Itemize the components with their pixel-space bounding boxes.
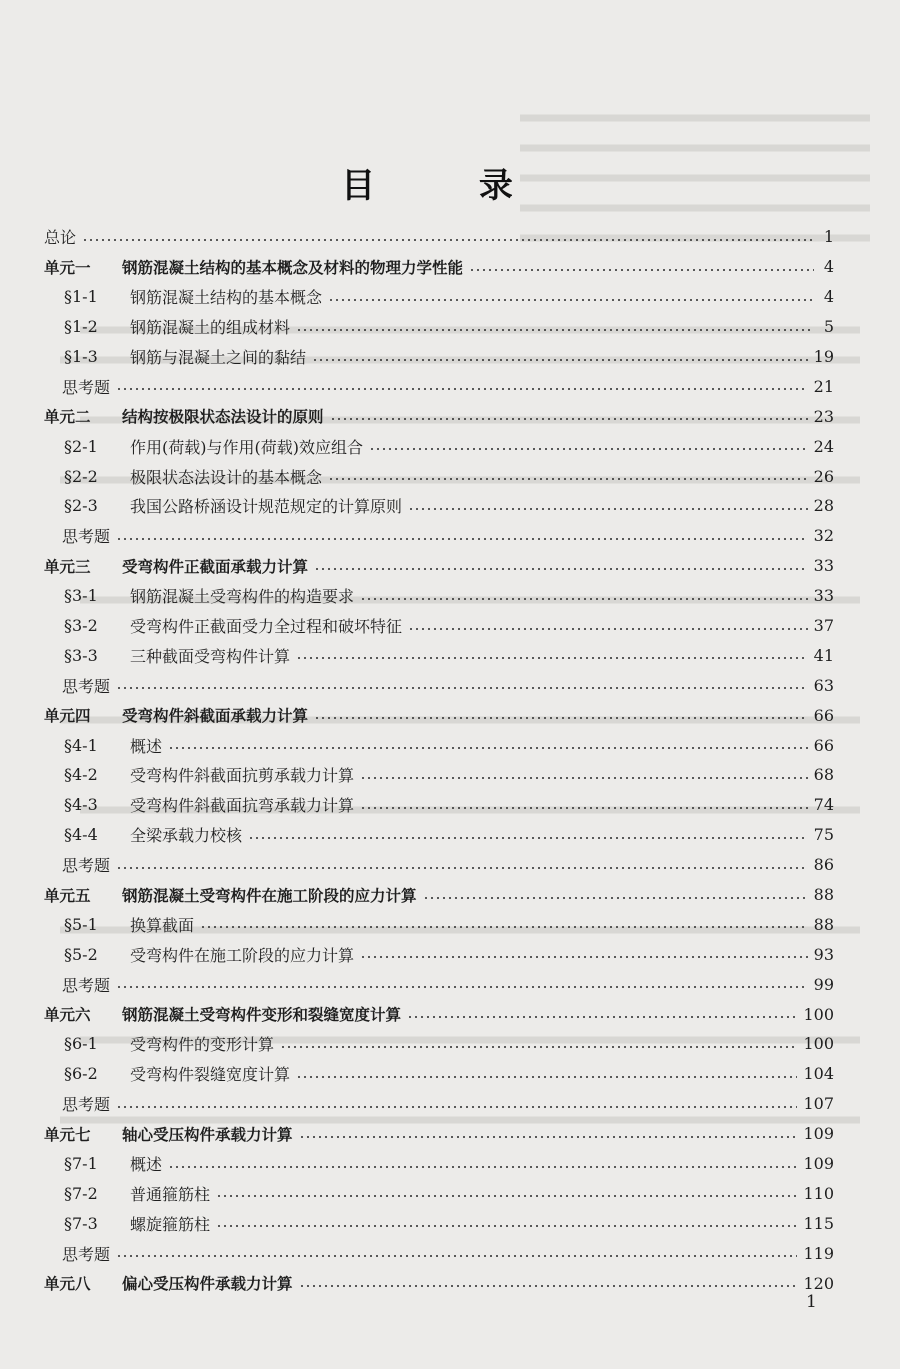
toc-entry-title: 受弯构件在施工阶段的应力计算 xyxy=(130,945,355,965)
toc-section-entry[interactable] xyxy=(44,1149,834,1179)
toc-entry-title: 总论 xyxy=(44,228,77,248)
toc-entry-title: 思考题 xyxy=(62,1095,111,1115)
toc-entry-page: 100 xyxy=(803,1004,834,1024)
dot-leader xyxy=(216,1225,797,1227)
page-title: 目 录 xyxy=(341,166,559,206)
toc-entry-number: §1-1 xyxy=(64,287,98,307)
toc-entry-page: 26 xyxy=(813,466,834,486)
toc-section-entry[interactable] xyxy=(44,820,834,850)
toc-entry-title: 思考题 xyxy=(62,975,111,995)
toc-entry-number: §7-3 xyxy=(64,1213,98,1233)
toc-section-entry[interactable] xyxy=(44,312,834,342)
toc-questions-entry[interactable] xyxy=(44,1238,834,1268)
toc-entry-title: 普通箍筋柱 xyxy=(130,1184,211,1204)
toc-entry-number: §7-1 xyxy=(64,1154,98,1174)
page-number: 1 xyxy=(806,1292,817,1312)
toc-entry-page: 100 xyxy=(803,1034,834,1054)
dot-leader xyxy=(248,837,808,839)
dot-leader xyxy=(328,478,808,480)
toc-entry-number: §4-2 xyxy=(64,765,98,785)
toc-entry-title: 钢筋混凝土受弯构件变形和裂缝宽度计算 xyxy=(122,1006,402,1025)
toc-entry-page: 93 xyxy=(813,944,834,964)
toc-entry-number: §6-1 xyxy=(64,1034,98,1054)
toc-entry-number: §1-2 xyxy=(64,317,98,337)
toc-entry-title: 极限状态法设计的基本概念 xyxy=(130,467,323,487)
toc-entry-page: 41 xyxy=(813,645,834,665)
toc-entry-page: 37 xyxy=(813,616,834,636)
dot-leader xyxy=(369,448,808,450)
toc-entry-page: 66 xyxy=(813,735,834,755)
dot-leader xyxy=(116,1255,797,1257)
toc-entry-number: §3-1 xyxy=(64,586,98,606)
toc-entry-page: 4 xyxy=(823,257,834,277)
toc-entry-page: 68 xyxy=(813,765,834,785)
dot-leader xyxy=(116,388,808,390)
toc-entry-title: 概述 xyxy=(130,1155,163,1175)
toc-entry-title: 螺旋箍筋柱 xyxy=(130,1214,211,1234)
toc-entry-page: 110 xyxy=(803,1183,834,1203)
toc-entry-title: 受弯构件斜截面承载力计算 xyxy=(122,707,309,726)
toc-unit-entry[interactable] xyxy=(44,252,834,282)
toc-entry-page: 109 xyxy=(803,1154,834,1174)
toc-unit-entry[interactable] xyxy=(44,880,834,910)
toc-section-entry[interactable] xyxy=(44,909,834,939)
toc-entry-number: 单元一 xyxy=(44,258,91,277)
toc-entry-page: 19 xyxy=(813,347,834,366)
toc-questions-entry[interactable] xyxy=(44,670,834,700)
toc-entry-page: 21 xyxy=(813,376,834,396)
toc-entry-title: 思考题 xyxy=(62,1244,111,1264)
dot-leader xyxy=(360,807,808,809)
dot-leader xyxy=(469,269,814,271)
toc-unit-entry[interactable] xyxy=(44,1119,834,1149)
dot-leader xyxy=(360,598,808,600)
toc-entry-page: 74 xyxy=(813,795,834,815)
dot-leader xyxy=(116,538,808,540)
toc-entry-title: 钢筋混凝土的组成材料 xyxy=(130,318,291,338)
dot-leader xyxy=(330,418,808,420)
toc-entry-title: 钢筋混凝土受弯构件在施工阶段的应力计算 xyxy=(122,886,417,905)
toc-entry-title: 思考题 xyxy=(62,676,111,696)
dot-leader xyxy=(116,986,808,988)
toc-entry-page: 99 xyxy=(813,974,834,994)
dot-leader xyxy=(116,1106,797,1108)
toc-entry-page: 63 xyxy=(813,675,834,695)
toc-entry-number: 单元八 xyxy=(44,1275,91,1294)
toc-unit-entry[interactable] xyxy=(44,551,834,581)
toc-entry-page: 1 xyxy=(823,227,834,247)
dot-leader xyxy=(296,657,808,659)
toc-entry-title: 受弯构件正截面受力全过程和破坏特征 xyxy=(130,617,403,637)
toc-section-entry[interactable] xyxy=(44,342,834,372)
dot-leader xyxy=(299,1136,798,1138)
toc-entry-title: 轴心受压构件承载力计算 xyxy=(122,1125,293,1144)
toc-entry-number: §2-3 xyxy=(64,496,98,516)
dot-leader xyxy=(116,687,808,689)
toc-entry-number: §3-2 xyxy=(64,616,98,636)
toc-unit-entry[interactable] xyxy=(44,1268,834,1298)
toc-entry-title: 作用(荷载)与作用(荷载)效应组合 xyxy=(130,437,363,457)
toc-entry-title: 钢筋混凝土结构的基本概念及材料的物理力学性能 xyxy=(122,258,464,277)
toc-section-entry[interactable] xyxy=(44,1208,834,1238)
toc-entry-page: 33 xyxy=(813,556,834,576)
dot-leader xyxy=(328,299,814,301)
dot-leader xyxy=(360,777,808,779)
dot-leader xyxy=(116,867,808,869)
toc-entry-page: 115 xyxy=(803,1213,834,1233)
toc-section-entry[interactable] xyxy=(44,461,834,491)
toc-entry-title: 概述 xyxy=(130,736,163,756)
toc-entry-number: §5-2 xyxy=(64,944,98,964)
dot-leader xyxy=(168,747,808,749)
toc-unit-entry[interactable] xyxy=(44,999,834,1029)
toc-entry-number: §6-2 xyxy=(64,1064,98,1084)
toc-section-entry[interactable] xyxy=(44,431,834,461)
toc-entry-title: 受弯构件裂缝宽度计算 xyxy=(130,1065,291,1085)
toc-section-entry[interactable] xyxy=(44,1179,834,1209)
toc-entry-title: 思考题 xyxy=(62,527,111,547)
toc-entry-number: §3-3 xyxy=(64,645,98,665)
toc-entry-title: 受弯构件正截面承载力计算 xyxy=(122,557,309,576)
toc-section-entry[interactable] xyxy=(44,1029,834,1059)
toc-entry-page: 88 xyxy=(813,885,834,905)
toc-questions-entry[interactable] xyxy=(44,969,834,999)
toc-entry-page: 66 xyxy=(813,705,834,725)
toc-questions-entry[interactable] xyxy=(44,850,834,880)
toc-entry-title: 钢筋混凝土受弯构件的构造要求 xyxy=(130,587,355,607)
toc-entry-page: 109 xyxy=(803,1124,834,1144)
toc-section-entry[interactable] xyxy=(44,790,834,820)
toc-entry-page: 32 xyxy=(813,526,834,546)
toc-entry-page: 33 xyxy=(813,586,834,606)
toc-entry-page: 23 xyxy=(813,406,834,426)
toc-section-entry[interactable] xyxy=(44,760,834,790)
toc-entry-page: 104 xyxy=(803,1064,834,1084)
dot-leader xyxy=(280,1046,797,1048)
toc-entry-title: 换算截面 xyxy=(130,915,195,935)
table-of-contents xyxy=(44,222,834,1298)
toc-entry-page: 28 xyxy=(813,496,834,516)
toc-entry-title: 受弯构件的变形计算 xyxy=(130,1035,275,1055)
toc-entry-number: 单元六 xyxy=(44,1006,91,1025)
toc-entry-number: 单元二 xyxy=(44,408,91,427)
toc-entry-number: §4-3 xyxy=(64,795,98,815)
toc-entry-number: 单元五 xyxy=(44,886,91,905)
toc-entry-page: 4 xyxy=(823,287,834,307)
toc-entry-title: 思考题 xyxy=(62,856,111,876)
toc-entry-number: §7-2 xyxy=(64,1183,98,1203)
toc-entry-page: 75 xyxy=(813,825,834,845)
toc-entry-title: 结构按极限状态法设计的原则 xyxy=(122,408,324,427)
toc-section-entry[interactable] xyxy=(44,730,834,760)
toc-entry-title: 我国公路桥涵设计规范规定的计算原则 xyxy=(130,497,403,517)
dot-leader xyxy=(314,568,808,570)
dot-leader xyxy=(423,897,808,899)
dot-leader xyxy=(407,1016,797,1018)
toc-section-entry[interactable] xyxy=(44,491,834,521)
toc-entry-title: 思考题 xyxy=(62,377,111,397)
dot-leader xyxy=(360,956,808,958)
toc-entry-title: 受弯构件斜截面抗剪承载力计算 xyxy=(130,766,355,786)
toc-unit-entry[interactable] xyxy=(44,700,834,730)
toc-entry-number: §1-3 xyxy=(64,347,98,366)
toc-entry-number: 单元三 xyxy=(44,557,91,576)
toc-entry-page: 24 xyxy=(813,436,834,456)
toc-entry-page: 5 xyxy=(823,317,834,337)
toc-entry-number: 单元四 xyxy=(44,707,91,726)
dot-leader xyxy=(82,239,814,241)
toc-entry-number: §2-1 xyxy=(64,436,98,456)
toc-entry-page: 86 xyxy=(813,855,834,875)
toc-entry-number: 单元七 xyxy=(44,1125,91,1144)
toc-questions-entry[interactable] xyxy=(44,521,834,551)
dot-leader xyxy=(200,926,808,928)
toc-questions-entry[interactable] xyxy=(44,371,834,401)
toc-entry-page: 119 xyxy=(803,1243,834,1263)
toc-section-entry[interactable] xyxy=(44,282,834,312)
toc-section-entry[interactable] xyxy=(44,581,834,611)
toc-entry[interactable] xyxy=(44,222,834,252)
toc-entry-title: 三种截面受弯构件计算 xyxy=(130,646,291,666)
dot-leader xyxy=(299,1285,798,1287)
toc-entry-page: 120 xyxy=(803,1273,834,1293)
toc-entry-number: §4-4 xyxy=(64,825,98,845)
toc-questions-entry[interactable] xyxy=(44,1089,834,1119)
toc-section-entry[interactable] xyxy=(44,640,834,670)
toc-entry-title: 钢筋与混凝土之间的黏结 xyxy=(130,348,307,367)
toc-entry-title: 全梁承载力校核 xyxy=(130,826,243,846)
toc-entry-page: 107 xyxy=(803,1094,834,1114)
dot-leader xyxy=(216,1195,797,1197)
toc-entry-number: §4-1 xyxy=(64,735,98,755)
toc-section-entry[interactable] xyxy=(44,1059,834,1089)
toc-entry-page: 88 xyxy=(813,914,834,934)
dot-leader xyxy=(168,1166,797,1168)
toc-entry-number: §5-1 xyxy=(64,914,98,934)
dot-leader xyxy=(296,1076,797,1078)
dot-leader xyxy=(312,359,808,361)
toc-entry-title: 偏心受压构件承载力计算 xyxy=(122,1275,293,1294)
toc-unit-entry[interactable] xyxy=(44,401,834,431)
toc-entry-number: §2-2 xyxy=(64,466,98,486)
toc-entry-title: 钢筋混凝土结构的基本概念 xyxy=(130,288,323,308)
dot-leader xyxy=(296,329,814,331)
dot-leader xyxy=(408,508,808,510)
dot-leader xyxy=(408,628,808,630)
dot-leader xyxy=(314,717,808,719)
toc-section-entry[interactable] xyxy=(44,611,834,641)
toc-section-entry[interactable] xyxy=(44,939,834,969)
toc-entry-title: 受弯构件斜截面抗弯承载力计算 xyxy=(130,796,355,816)
